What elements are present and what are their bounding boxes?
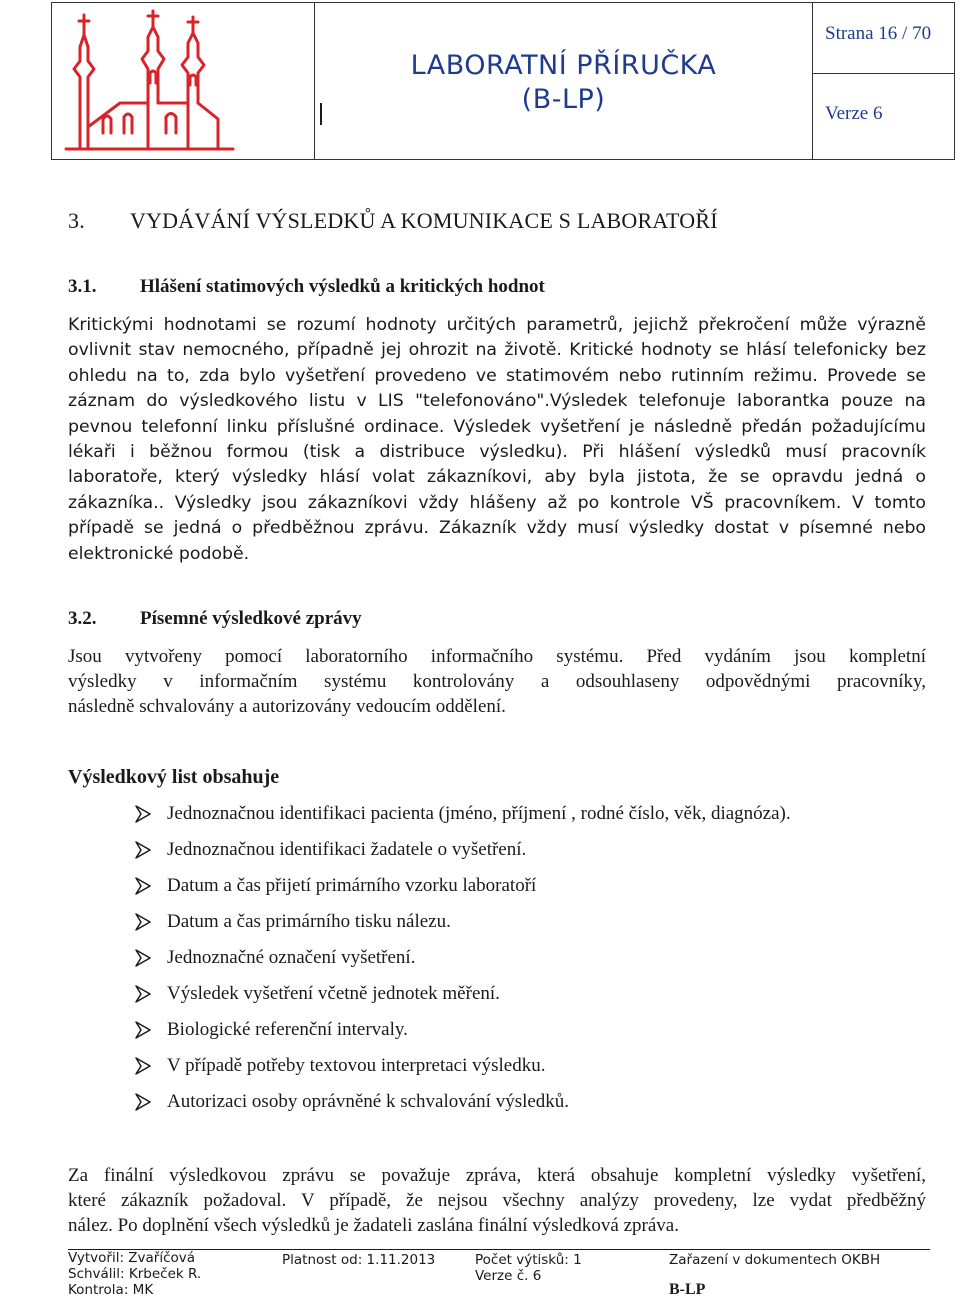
list-item: [134, 872, 791, 908]
arrow-bullet-icon: [134, 840, 152, 860]
section-number: 3.: [68, 208, 85, 233]
written-reports-paragraph: [68, 644, 926, 719]
title-cell: [315, 3, 813, 159]
footer-created: Vytvořil: Zvaříčová: [68, 1250, 196, 1266]
footer-code: B-LP: [669, 1281, 706, 1298]
footer-valid-from: Platnost od: 1.11.2013: [282, 1252, 436, 1268]
arrow-bullet-icon: [134, 1020, 152, 1040]
list-item-text: Biologické referenční intervaly.: [167, 1019, 408, 1040]
subsection-heading-3-1: [68, 276, 545, 298]
list-item-text: Výsledek vyšetření včetně jednotek měření.: [167, 983, 500, 1004]
list-item: [134, 1052, 791, 1088]
paragraph-line: pevnou telefonní linku příslušné ordinace. Výsledek vyšetření je následně předán požadujícímu: [68, 416, 926, 437]
paragraph-line: elektronické podobě.: [68, 543, 250, 564]
list-item-text: V případě potřeby textovou interpretaci výsledku.: [167, 1055, 546, 1076]
paragraph-line: případě se jedná o předběžnou zprávu. Zákazník vždy musí výsledky dostat v písemné nebo: [68, 518, 926, 539]
paragraph-line: Kritickými hodnotami se rozumí hodnoty určitých parametrů, jejichž překročení může výrazně: [68, 315, 926, 335]
footer-version: Verze č. 6: [475, 1268, 542, 1284]
list-item: [134, 944, 791, 980]
footer-checked: Kontrola: MK: [68, 1282, 154, 1298]
footer-approved: Schválil: Krbeček R.: [68, 1266, 202, 1282]
critical-values-paragraph: [68, 313, 926, 567]
footer-copies-block: [475, 1252, 582, 1284]
meta-cell: [813, 3, 954, 159]
paragraph-line: výsledky v informačním systému kontrolovány a odsouhlaseny odpovědnými pracovníky,: [68, 671, 926, 692]
paragraph-line: laboratoře, který výsledky hlásí volat zákazníkovi, aby byla jistota, že se opravdu jedná o: [68, 467, 926, 488]
list-item-text: Datum a čas primárního tisku nálezu.: [167, 911, 451, 932]
arrow-bullet-icon: [134, 1092, 152, 1112]
list-item-text: Jednoznačnou identifikaci žadatele o vyšetření.: [167, 839, 527, 860]
footer-copies: Počet výtisků: 1: [475, 1252, 582, 1268]
list-item-text: Autorizaci osoby oprávněné k schvalování výsledků.: [167, 1091, 570, 1112]
page-number: Strana 16 / 70: [825, 23, 932, 44]
arrow-bullet-icon: [134, 948, 152, 968]
footer-assignment: Zařazení v dokumentech OKBH: [669, 1252, 881, 1268]
subsection-number: 3.2.: [68, 608, 97, 629]
document-footer: [0, 1243, 960, 1298]
paragraph-line: následně schvalovány a autorizovány vedoucím oddělení.: [68, 696, 506, 717]
paragraph-line: zákazníka.. Výsledky jsou zákazníkovi vždy hlášeny až po kontrole VŠ pracovníkem. V tomto: [68, 492, 926, 513]
list-item: [134, 908, 791, 944]
hospital-logo-icon: [58, 7, 308, 157]
paragraph-line: Za finální výsledkovou zprávu se považuje zpráva, která obsahuje kompletní výsledky vyšetření,: [68, 1165, 926, 1186]
result-sheet-heading: Výsledkový list obsahuje: [68, 766, 280, 788]
section-title: VYDÁVÁNÍ VÝSLEDKŮ A KOMUNIKACE S LABORATOŘÍ: [130, 208, 718, 233]
list-item-text: Datum a čas přijetí primárního vzorku laboratoří: [167, 875, 537, 896]
result-sheet-list: [134, 800, 791, 1124]
final-report-paragraph: [68, 1163, 926, 1238]
paragraph-line: záznam do výsledkového listu v LIS "telefonováno".Výsledek telefonuje laborantka pouze na: [68, 391, 926, 412]
arrow-bullet-icon: [134, 1056, 152, 1076]
version-label: Verze 6: [825, 103, 883, 124]
arrow-bullet-icon: [134, 876, 152, 896]
subsection-number: 3.1.: [68, 276, 97, 297]
title-line-1: LABORATNÍ PŘÍRUČKA: [410, 50, 717, 81]
paragraph-line: lékaři i běžnou formou (tisk a distribuce výsledku). Při hlášení výsledků musí pracovník: [68, 442, 926, 463]
paragraph-line: ovlivnit stav nemocného, případně jej ohrozit na životě. Kritické hodnoty se hlásí telefonicky bez: [68, 340, 926, 361]
subsection-heading-3-2: [68, 608, 362, 630]
document-title: [315, 49, 812, 117]
arrow-bullet-icon: [134, 984, 152, 1004]
footer-assignment-block: [669, 1252, 880, 1298]
title-line-2: (B-LP): [521, 84, 606, 115]
list-item: [134, 800, 791, 836]
paragraph-line: ohledu na to, zda bylo vyšetření provedeno ve statimovém nebo rutinním režimu. Provede se: [68, 365, 926, 386]
list-item-text: Jednoznačné označení vyšetření.: [167, 947, 416, 968]
section-heading: [68, 208, 718, 234]
list-item: [134, 1088, 791, 1124]
footer-authors: [68, 1250, 201, 1298]
logo-cell: [52, 3, 315, 159]
paragraph-line: Jsou vytvořeny pomocí laboratorního informačního systému. Před vydáním jsou kompletní: [68, 646, 926, 667]
arrow-bullet-icon: [134, 804, 152, 824]
meta-divider: [813, 73, 954, 74]
subsection-title: Hlášení statimových výsledků a kritických hodnot: [140, 276, 545, 297]
document-header: [51, 2, 955, 160]
list-item: [134, 836, 791, 872]
subsection-title: Písemné výsledkové zprávy: [140, 608, 362, 629]
list-item: [134, 1016, 791, 1052]
list-item-text: Jednoznačnou identifikaci pacienta (jméno, příjmení , rodné číslo, věk, diagnóza).: [167, 803, 791, 824]
list-item: [134, 980, 791, 1016]
arrow-bullet-icon: [134, 912, 152, 932]
footer-validity: [282, 1252, 435, 1268]
paragraph-line: nález. Po doplnění všech výsledků je žadateli zaslána finální výsledková zpráva.: [68, 1215, 679, 1236]
paragraph-line: které zákazník požadoval. V případě, že nejsou všechny analýzy provedeny, lze vydat předběžný: [68, 1190, 926, 1211]
